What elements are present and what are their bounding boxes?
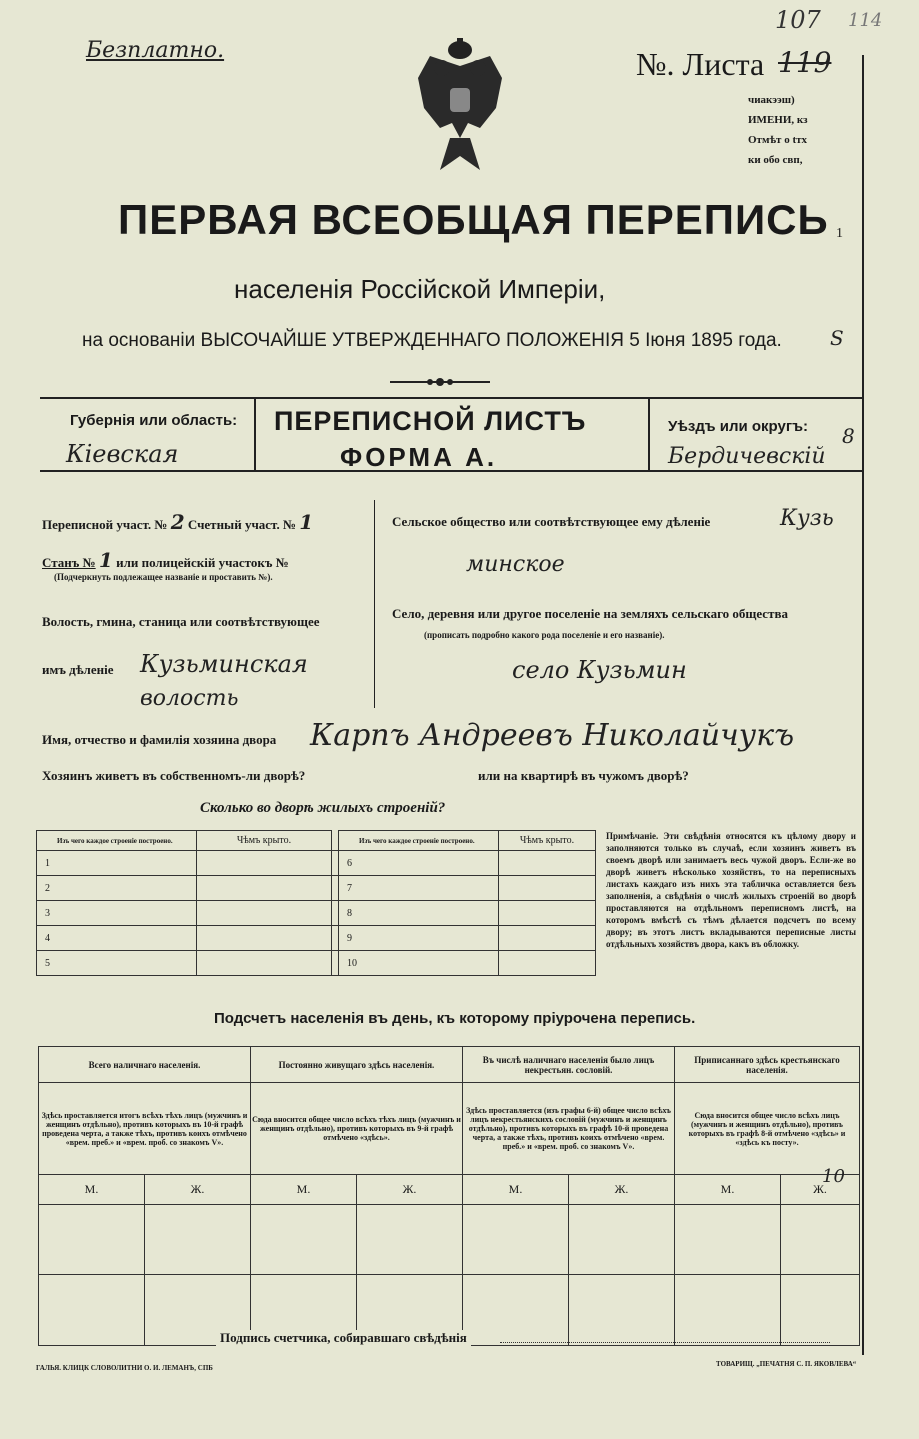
sheet-pencil-number: 114: [848, 10, 883, 31]
pencil-mark: S: [830, 326, 844, 350]
uezd-mark: 8: [842, 424, 855, 448]
pencil-count: 10: [822, 1166, 845, 1187]
volost-value: Кузьминская: [140, 650, 308, 678]
owner-label: Имя, отчество и фамилія хозяина двора: [42, 732, 277, 747]
form-subtitle: ФОРМА А.: [340, 442, 498, 472]
uezd-label: Уѣздъ или округъ:: [668, 418, 809, 435]
stan-row: Станъ № 1 или полицейскій участокъ №: [42, 548, 289, 572]
sheet-number-top: 107: [775, 6, 821, 34]
gubernia-label: Губернія или область:: [70, 412, 238, 429]
right-border: [862, 55, 864, 1355]
page-title: ПЕРВАЯ ВСЕОБЩАЯ ПЕРЕПИСЬ: [118, 196, 829, 243]
note-text: Примѣчаніе. Эти свѣдѣнія относятся къ цѣлому двору и заполняются только въ случаѣ, если хозяинъ живетъ въ своемъ дворѣ или занимаетъ весь чужой дворъ. Если-же во дворѣ живетъ нѣсколько хозяйствъ, то на переписныхъ листахъ каждаго изъ нихъ эта табличка оставляется безъ заполненія, а свѣдѣнія о числѣ жилыхъ строеній во дворѣ проставляются на отдѣльномъ переписномъ листѣ, на которомъ вмѣстѣ съ тѣмъ дѣлается подсчетъ по всему двору; въ этотъ листъ вкладываются переписные листы отдѣльныхъ хозяйствъ двора, какъ въ обложку.: [606, 831, 856, 949]
count-heading: Подсчетъ населенія въ день, къ которому пріурочена перепись.: [214, 1010, 696, 1027]
lives-rent-label: или на квартирѣ въ чужомъ дворѣ?: [478, 768, 689, 783]
basis-line: на основаніи ВЫСОЧАЙШЕ УТВЕРЖДЕННАГО ПОЛОЖЕНІЯ 5 Іюня 1895 года.: [82, 330, 782, 351]
stan-note: (Подчеркнуть подлежащее названіе и проставить №).: [54, 572, 273, 582]
lives-own-label: Хозяинъ живетъ въ собственномъ-ли дворѣ?: [42, 768, 306, 783]
uchastok-row: Переписной участ. № 2 Счетный участ. № 1: [42, 510, 314, 534]
volost-value-2: волость: [140, 686, 239, 711]
free-label: Безплатно.: [86, 38, 225, 63]
page-subtitle: населенія Россійской Имперіи,: [234, 274, 606, 304]
count-table: Всего наличнаго населенія. Постоянно живущаго здѣсь населенія. Въ числѣ наличнаго населенія было лицъ некрестьян. сословій. Приписаннаго здѣсь крестьянскаго населенія. Здѣсь проставляется итогъ всѣхъ тѣхъ лицъ (мужчинъ и женщинъ отдѣльно), противъ которыхъ въ 10-й графѣ проведена черта, а также тѣхъ, противъ коихъ отмѣчено «врем. преб.» и «врем. проб. со знакомъ V». Сюда вносится общее число всѣхъ тѣхъ лицъ (мужчинъ и женщинъ отдѣльно), противъ которыхъ въ 9-й графѣ отмѣчено «здѣсь». Здѣсь проставляется (изъ графы 6-й) общее число всѣхъ лицъ некрестьянскихъ сословій (мужчинъ и женщинъ отдѣльно), противъ которыхъ въ графѣ 10-й проведена черта, а также тѣхъ, противъ коихъ отмѣчено «врем. преб.» и «врем. проб. со знакомъ V». Сюда вносится общее число всѣхъ лицъ (мужчинъ и женщинъ отдѣльно), противъ которыхъ въ графѣ 8-й отмѣчено «здѣсь» и «здѣсь къ посту». М. Ж. М. Ж. М. Ж. М. Ж.: [38, 1046, 860, 1346]
selo-note: (прописать подробно какого рода поселеніе и его названіе).: [424, 630, 665, 640]
form-title: ПЕРЕПИСНОЙ ЛИСТЪ: [274, 406, 587, 436]
selo-label: Село, деревня или другое поселеніе на земляхъ сельскаго общества: [392, 606, 788, 621]
selo-value: село Кузьмин: [512, 656, 687, 684]
mirrored-text-block: чиакээш) ИМЕНИ, кз Отмѣт о tтх ки обо свп,: [748, 94, 808, 166]
ornament-divider: [390, 376, 490, 388]
how-many-label: Сколько во дворѣ жилыхъ строеній?: [200, 800, 446, 816]
obshestvo-value: Кузь: [780, 506, 834, 531]
gubernia-value: Кіевская: [66, 440, 179, 468]
volost-label: Волость, гмина, станица или соотвѣтствующее: [42, 614, 320, 629]
imperial-eagle-icon: [410, 38, 510, 178]
signature-line: [500, 1342, 830, 1343]
buildings-table: Изъ чего каждое строеніе построено. Чѣмъ крыто. Изъ чего каждое строеніе построено. Чѣмъ крыто. 1 6 2 7 3 8 4 9 5 10: [36, 830, 596, 976]
obshestvo-value-2: минское: [466, 552, 565, 577]
sheet-label: №. Листа: [636, 46, 765, 82]
ih-delenie-label: имъ дѣленіе: [42, 662, 114, 677]
obshestvo-label: Сельское общество или соотвѣтствующее ему дѣленіе: [392, 514, 711, 529]
footer-right: ТОВАРИЩ. „ПЕЧАТНЯ С. П. ЯКОВЛЕВА“: [716, 1360, 857, 1368]
title-mark: 1: [836, 226, 843, 241]
signature-label: Подпись счетчика, собиравшаго свѣдѣнія: [216, 1330, 471, 1346]
footer-left: ГАЛЬЯ. КЛИЦК СЛОВОЛИТНИ О. И. ЛЕМАНЪ, СПБ: [36, 1364, 213, 1372]
owner-value: Карпъ Андреевъ Николайчукъ: [310, 718, 795, 753]
uezd-value: Бердичевскій: [668, 444, 826, 469]
sheet-number-struck: 119: [778, 46, 832, 79]
